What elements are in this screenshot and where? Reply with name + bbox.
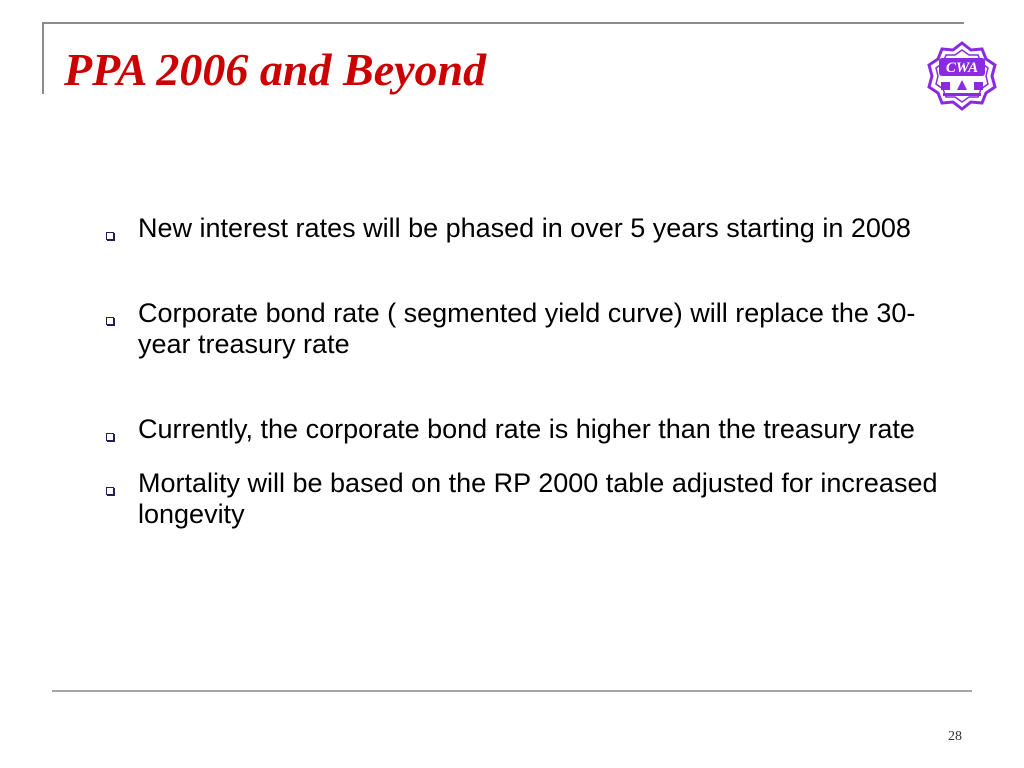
bullet-item <box>104 298 964 360</box>
frame-top-line <box>42 22 964 24</box>
footer-rule <box>52 690 972 692</box>
bullet-text: Mortality will be based on the RP 2000 table adjusted for increased longevity <box>138 468 938 529</box>
bullet-item <box>104 213 964 244</box>
slide-title: PPA 2006 and Beyond <box>64 44 487 95</box>
cwa-logo-icon <box>926 40 998 112</box>
bullet-item <box>104 414 964 445</box>
hollow-square-icon <box>106 232 114 240</box>
bullet-text: Corporate bond rate ( segmented yield curve) will replace the 30-year treasury rate <box>138 298 916 359</box>
bullet-text: New interest rates will be phased in over 5 years starting in 2008 <box>138 213 911 243</box>
bullet-item <box>104 468 964 530</box>
hollow-square-icon <box>106 433 114 441</box>
frame-left-line <box>42 22 44 94</box>
bullet-list <box>104 213 964 530</box>
hollow-square-icon <box>106 487 114 495</box>
hollow-square-icon <box>106 317 114 325</box>
logo-wordmark: CWA <box>945 60 979 76</box>
page-number: 28 <box>948 729 962 744</box>
bullet-text: Currently, the corporate bond rate is higher than the treasury rate <box>138 414 915 444</box>
